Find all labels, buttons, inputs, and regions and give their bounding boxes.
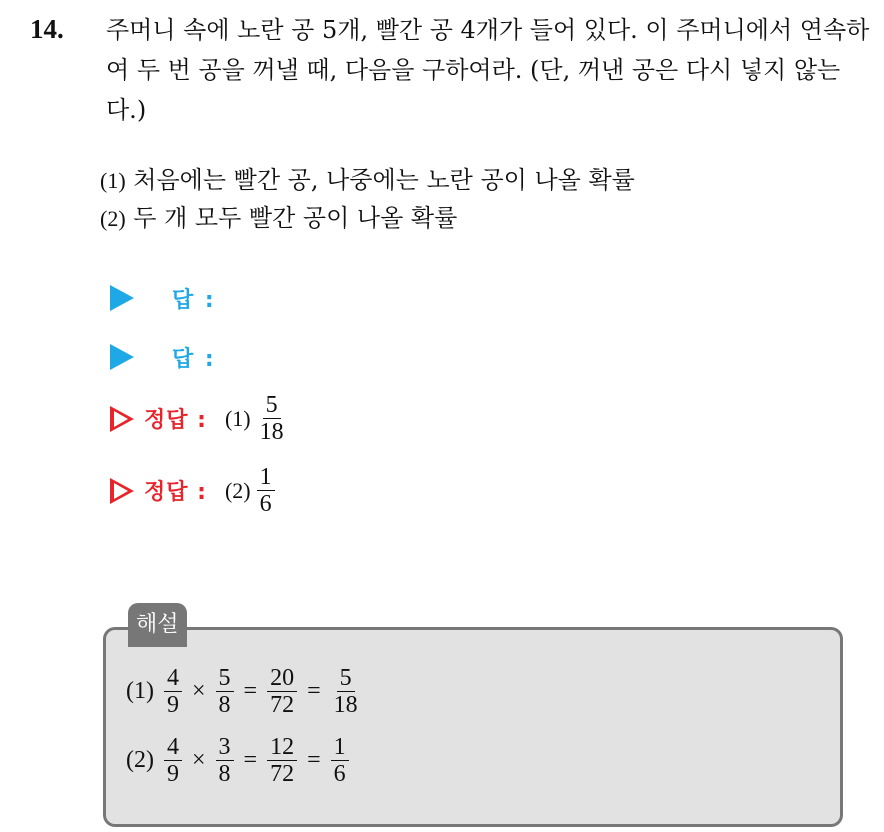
denominator: 9 — [166, 692, 179, 718]
key-answer-part: (1) — [224, 405, 251, 431]
play-triangle-icon — [110, 344, 134, 370]
numerator: 12 — [267, 734, 297, 761]
solution-tab: 해설 — [128, 603, 187, 647]
numerator: 4 — [164, 665, 182, 692]
fraction — [267, 665, 297, 718]
key-answer-fraction — [257, 392, 287, 445]
key-answer-fraction — [257, 464, 275, 517]
question-2 — [100, 201, 457, 236]
denominator: 18 — [333, 692, 358, 718]
play-triangle-icon — [110, 285, 134, 311]
outline-triangle-icon — [110, 478, 134, 504]
equals-sign: = — [307, 678, 321, 704]
key-answer-label: 정답 : — [144, 408, 207, 433]
numerator: 5 — [216, 665, 234, 692]
question-2-text: 두 개 모두 빨간 공이 나올 확률 — [133, 204, 458, 232]
outline-triangle-icon — [110, 406, 134, 432]
denominator: 9 — [166, 761, 179, 787]
answer-label: 답 : — [172, 287, 216, 313]
solution-box — [103, 627, 843, 827]
problem-text: 주머니 속에 노란 공 5개, 빨간 공 4개가 들어 있다. 이 주머니에서 연속하여 두 번 공을 꺼낼 때, 다음을 구하여라. (단, 꺼낸 공은 다시 넣지 않는다.) — [106, 16, 870, 124]
denominator: 18 — [259, 419, 284, 445]
fraction — [164, 665, 182, 718]
answer-label: 답 : — [172, 346, 216, 372]
question-1 — [100, 163, 635, 198]
equals-sign: = — [307, 747, 321, 773]
denominator: 72 — [270, 692, 295, 718]
numerator: 4 — [164, 734, 182, 761]
problem-number: 14. — [30, 14, 64, 44]
denominator: 8 — [218, 761, 231, 787]
solution-line-label: (2) — [126, 747, 154, 773]
key-answer-label: 정답 : — [144, 480, 207, 505]
times-sign: × — [191, 678, 206, 704]
fraction — [164, 734, 182, 787]
numerator: 1 — [257, 464, 275, 491]
question-1-text: 처음에는 빨간 공, 나중에는 노란 공이 나올 확률 — [133, 166, 635, 194]
question-2-number: (2) — [100, 206, 126, 231]
solution-line-1 — [126, 665, 367, 718]
numerator: 5 — [337, 665, 355, 692]
denominator: 72 — [270, 761, 295, 787]
fraction — [216, 734, 234, 787]
fraction — [331, 665, 361, 718]
denominator: 8 — [218, 692, 231, 718]
equals-sign: = — [243, 678, 258, 704]
solution-line-2 — [126, 734, 355, 787]
key-answer-part: (2) — [224, 477, 251, 503]
answer-row-1[interactable] — [110, 278, 216, 318]
question-1-number: (1) — [100, 168, 126, 193]
times-sign: × — [191, 747, 206, 773]
numerator: 5 — [263, 392, 281, 419]
fraction — [216, 665, 234, 718]
numerator: 1 — [331, 734, 349, 761]
equals-sign: = — [243, 747, 258, 773]
numerator: 3 — [216, 734, 234, 761]
key-answer-1 — [110, 392, 293, 445]
fraction — [267, 734, 297, 787]
solution-line-label: (1) — [126, 678, 154, 704]
fraction — [331, 734, 349, 787]
key-answer-2 — [110, 464, 281, 517]
denominator: 6 — [259, 491, 272, 517]
denominator: 6 — [333, 761, 346, 787]
answer-row-2[interactable] — [110, 337, 216, 377]
numerator: 20 — [267, 665, 297, 692]
